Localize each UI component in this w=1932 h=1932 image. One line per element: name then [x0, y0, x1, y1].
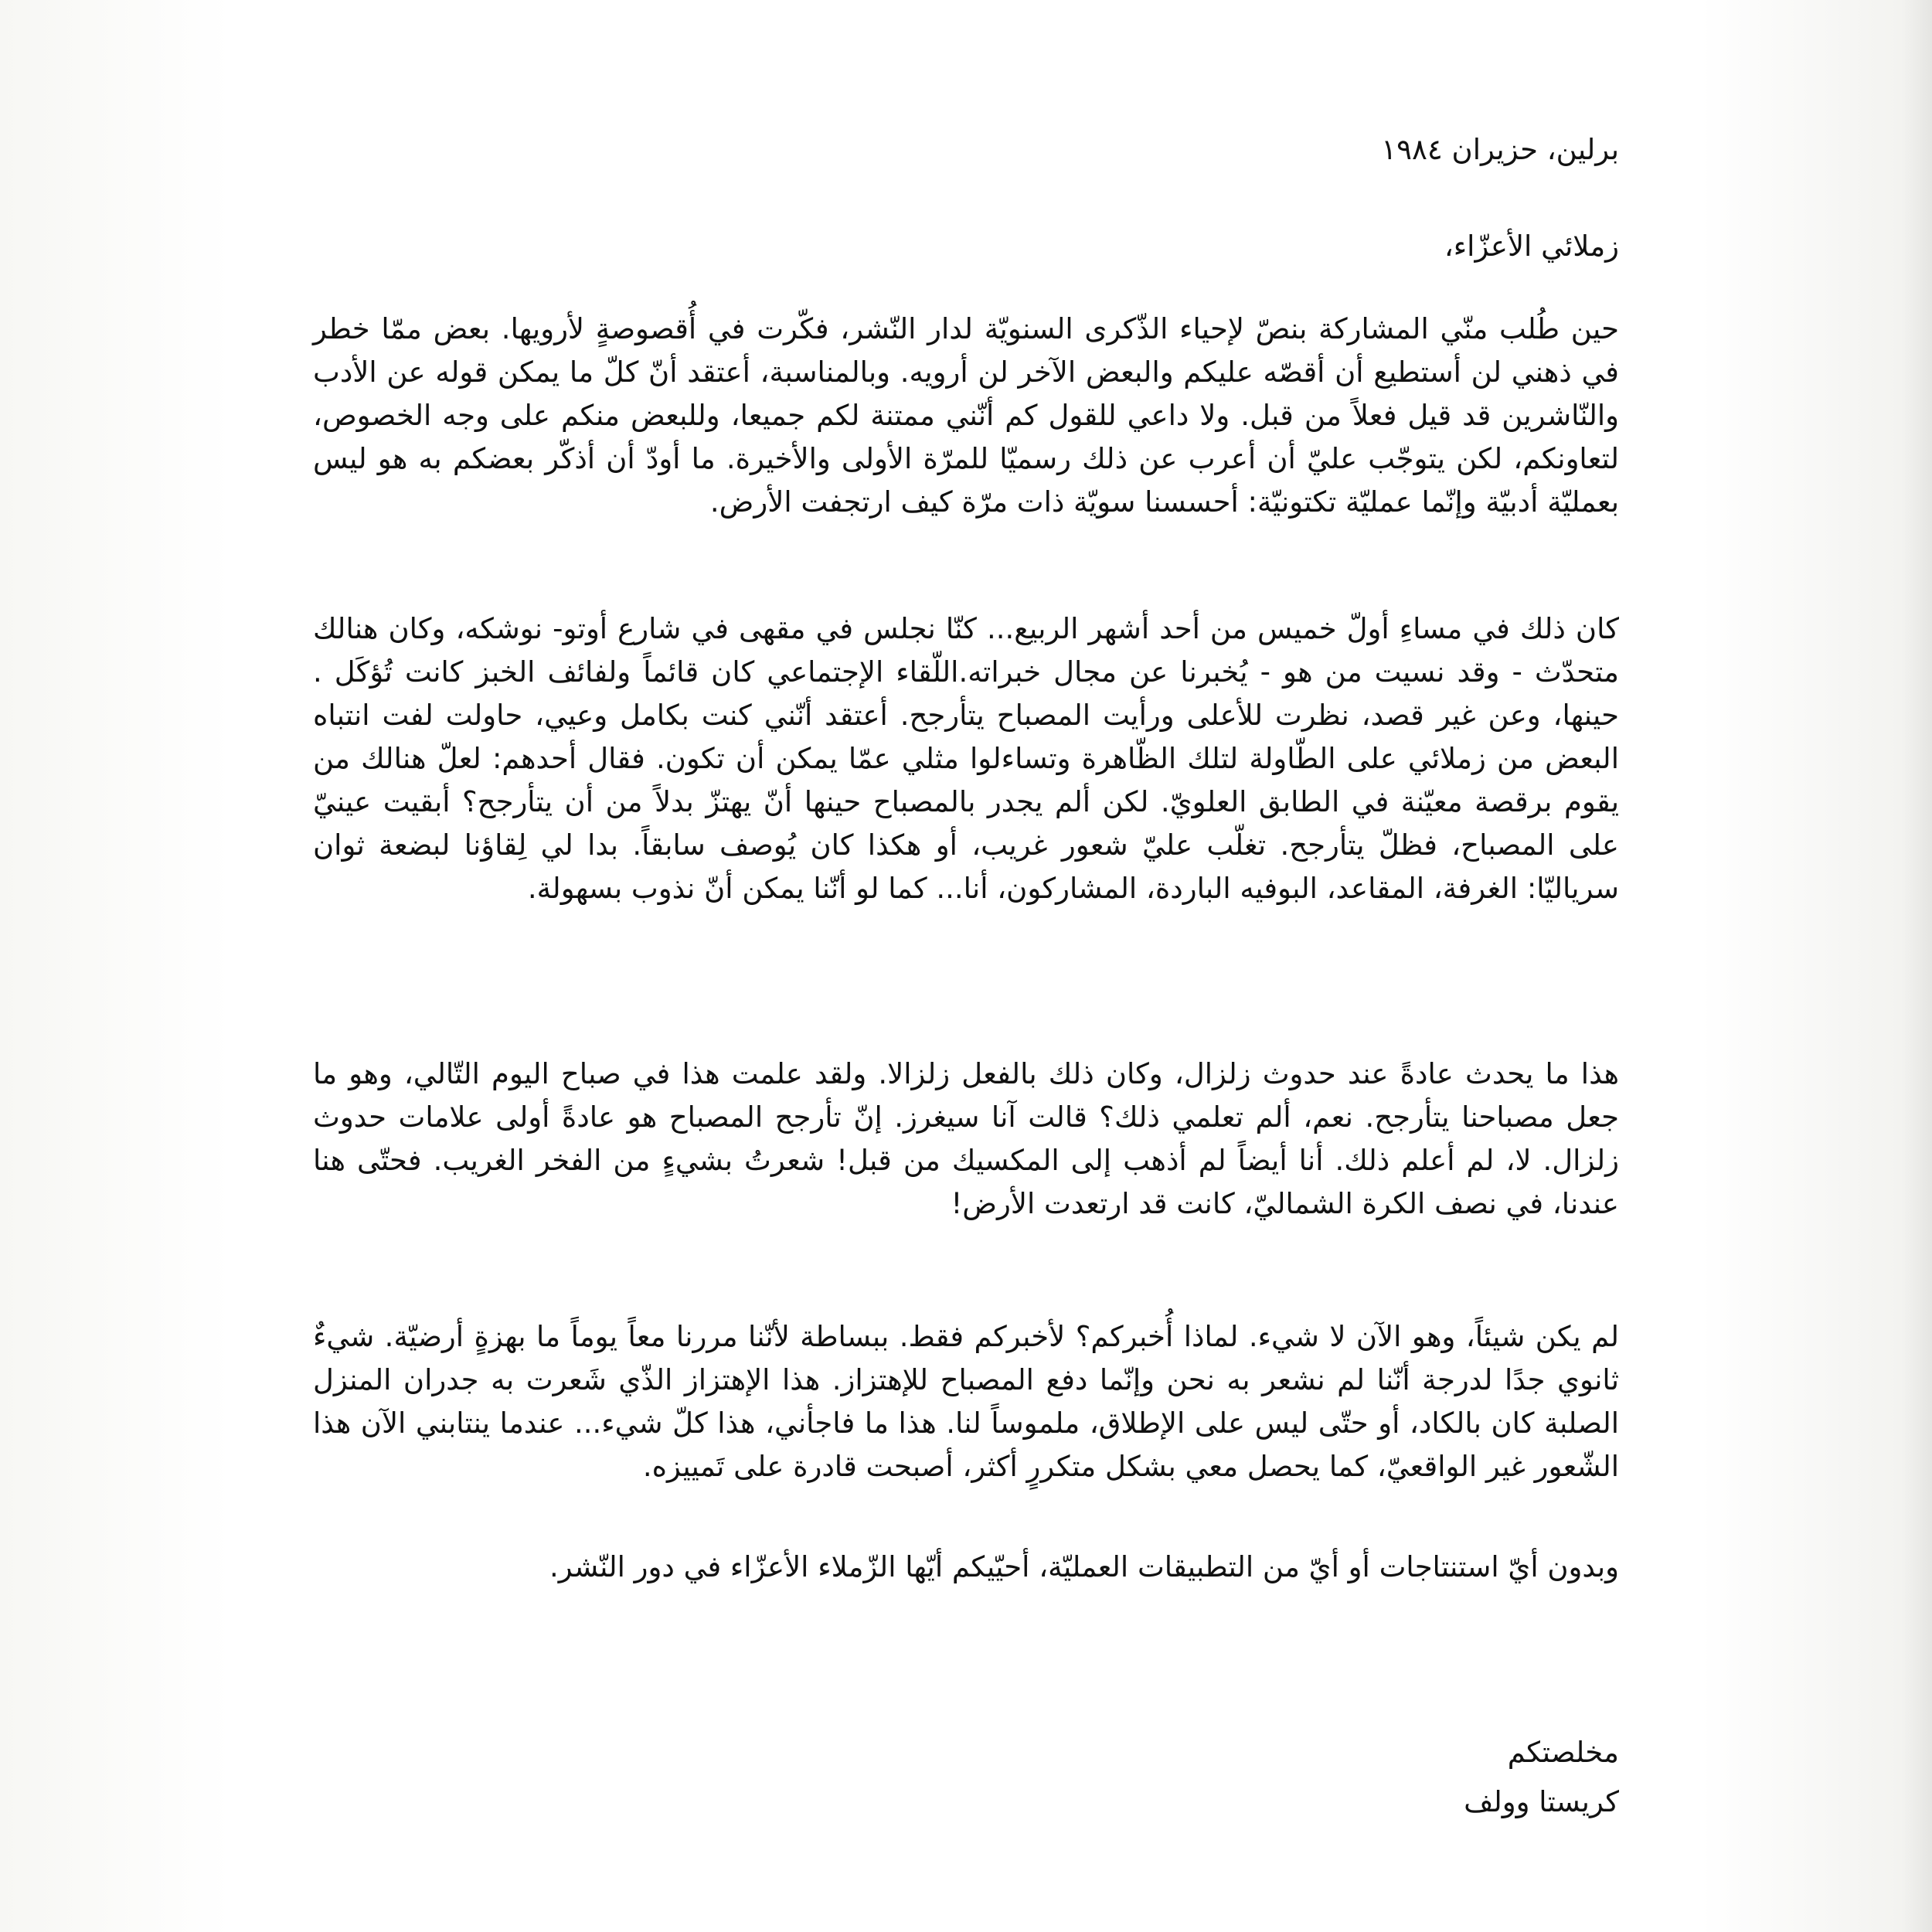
date-line: برلين، حزيران ١٩٨٤	[1381, 133, 1619, 166]
paragraph-5: وبدون أيّ استنتاجات أو أيّ من التطبيقات العمليّة، أحيّيكم أيّها الزّملاء الأعزّاء في دور النّشر.	[549, 1550, 1619, 1583]
paragraph-1: حين طُلب منّي المشاركة بنصّ لإحياء الذّكرى السنويّة لدار النّشر، فكّرت في أُقصوصةٍ لأرويها. بعض ممّا خطر في ذهني لن أستطيع أن أقصّه عليكم والبعض الآخر لن أرويه. وبالمناسبة، أعتقد أنّ كلّ ما يمكن قوله عن الأدب والنّاشرين قد قيل فعلاً من قبل. ولا داعي للقول كم أنّني ممتنة لكم جميعا، وللبعض منكم على وجه الخصوص، لتعاونكم، لكن يتوجّب عليّ أن أعرب عن ذلك رسميّا للمرّة الأولى والأخيرة. ما أودّ أن أذكّر بعضكم به هو ليس بعمليّة أدبيّة وإنّما عمليّة تكتونيّة: أحسسنا سويّة ذات مرّة كيف ارتجفت الأرض.	[313, 312, 1619, 519]
paragraph-4: لم يكن شيئاً، وهو الآن لا شيء. لماذا أُخبركم؟ لأخبركم فقط. ببساطة لأنّنا مررنا معاً يوماً ما بهزةٍ أرضيّة. شيءٌ ثانوي جدًا لدرجة أنّنا لم نشعر به نحن وإنّما دفع المصباح للإهتزاز. هذا الإهتزاز الذّي شَعرت به جدران المنزل الصلبة كان بالكاد، أو حتّى ليس على الإطلاق، ملموساً لنا. هذا ما فاجأني، هذا كلّ شيء... عندما ينتابني الآن هذا الشّعور غير الواقعيّ، كما يحصل معي بشكل متكررٍ أكثر، أصبحت قادرة على تَمييزه.	[313, 1320, 1619, 1483]
signature: كريستا وولف	[1464, 1785, 1619, 1818]
sign-off: مخلصتكم	[1507, 1736, 1619, 1769]
paragraph-3: هذا ما يحدث عادةً عند حدوث زلزال، وكان ذلك بالفعل زلزالا. ولقد علمت هذا في صباح اليوم التّالي، وهو ما جعل مصباحنا يتأرجح. نعم، ألم تعلمي ذلك؟ قالت آنا سيغرز. إنّ تأرجح المصباح هو عادةً أولى علامات حدوث زلزال. لا، لم أعلم ذلك. أنا أيضاً لم أذهب إلى المكسيك من قبل! شعرتُ بشيءٍ من الفخر الغريب. فحتّى هنا عندنا، في نصف الكرة الشماليّ، كانت قد ارتعدت الأرض!	[313, 1057, 1619, 1220]
paragraph-2: كان ذلك في مساءِ أولّ خميس من أحد أشهر الربيع... كنّا نجلس في مقهى في شارع أوتو- نوشكه، وكان هنالك متحدّث - وقد نسيت من هو - يُخبرنا عن مجال خبراته.اللّقاء الإجتماعي كان قائماً ولفائف الخبز كانت تُؤكَل . حينها، وعن غير قصد، نظرت للأعلى ورأيت المصباح يتأرجح. أعتقد أنّني كنت بكامل وعيي، حاولت لفت انتباه البعض من زملائي على الطّاولة لتلك الظّاهرة وتساءلوا مثلي عمّا يمكن أن تكون. فقال أحدهم: لعلّ هنالك من يقوم برقصة معيّنة في الطابق العلويّ. لكن ألم يجدر بالمصباح حينها أنّ يهتزّ بدلاً من أن يتأرجح؟ أبقيت عينيّ على المصباح، فظلّ يتأرجح. تغلّب عليّ شعور غريب، أو هكذا كان يُوصف سابقاً. بدا لي لِقاؤنا لبضعة ثوان سرياليّا: الغرفة، المقاعد، البوفيه الباردة، المشاركون، أنا... كما لو أنّنا يمكن أنّ نذوب بسهولة.	[313, 612, 1619, 905]
salutation: زملائي الأعزّاء،	[1444, 230, 1619, 263]
